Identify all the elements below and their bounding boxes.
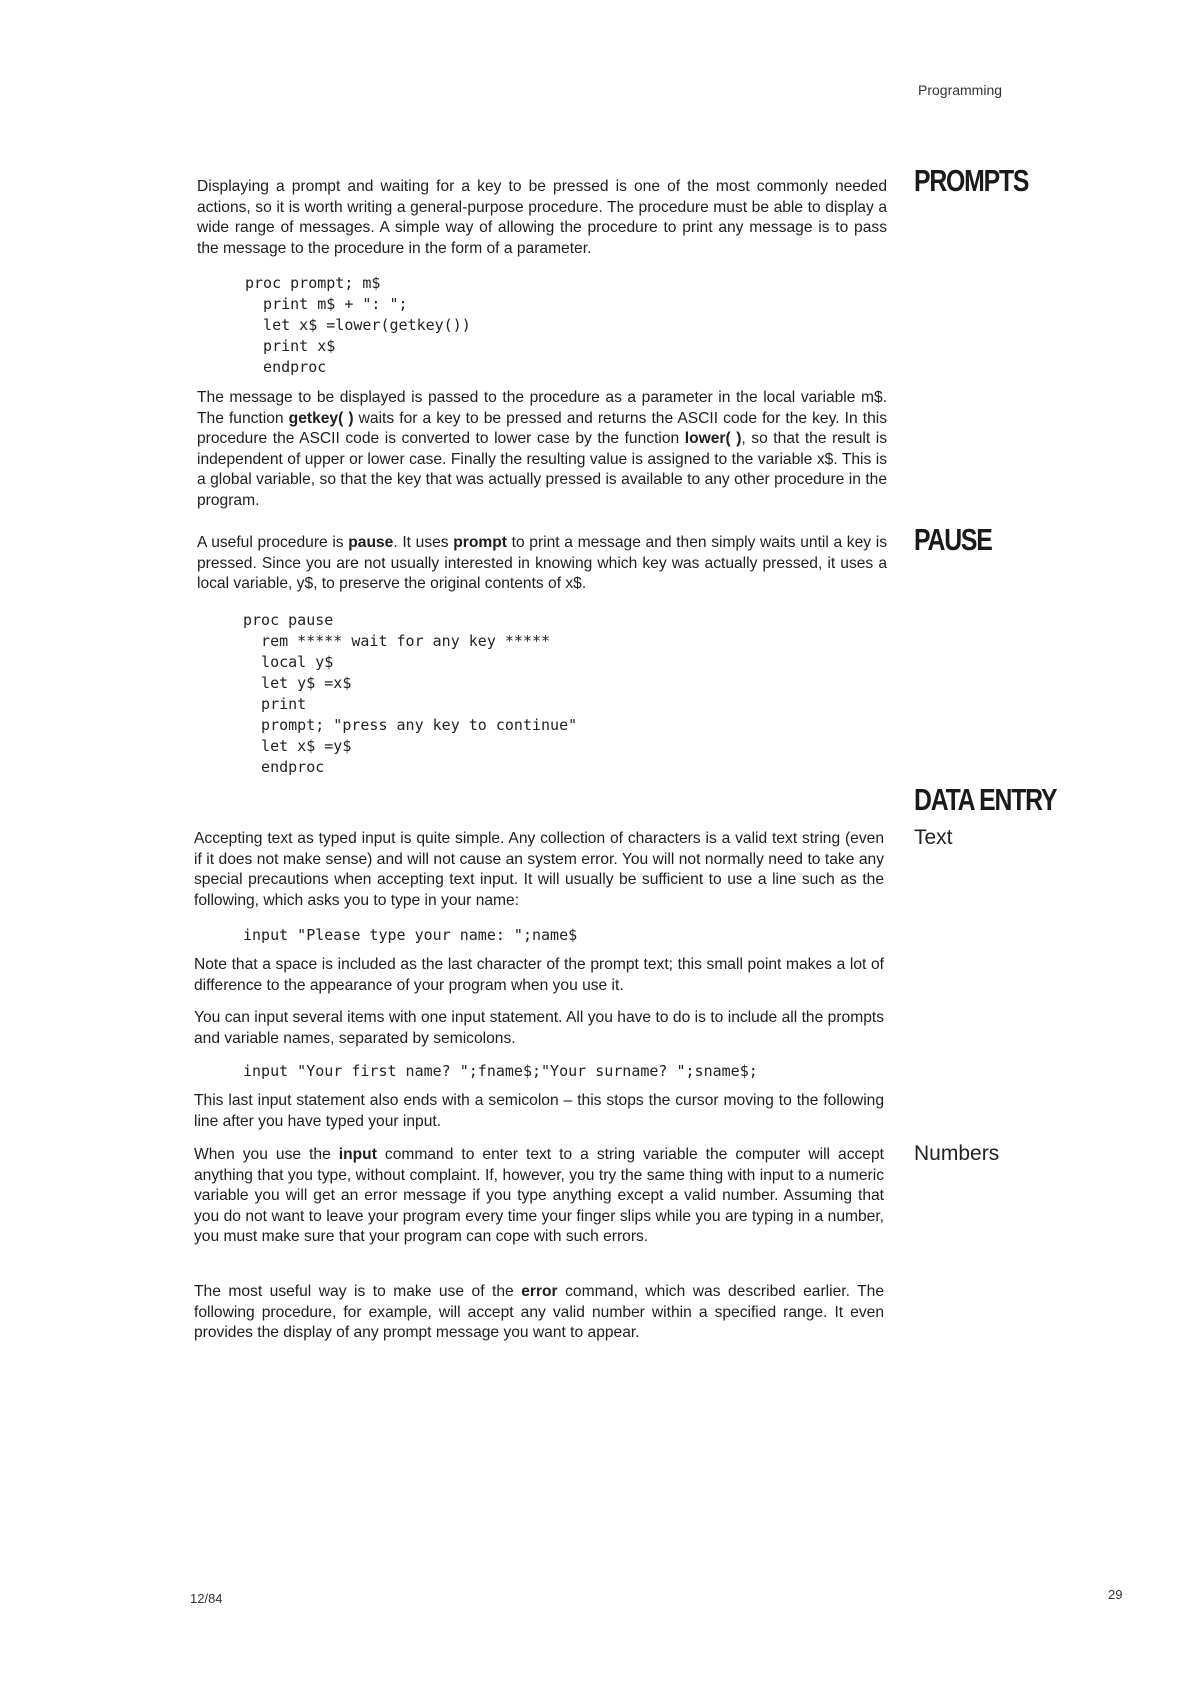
paragraph-error-command: The most useful way is to make use of the error command, which was described earlier. The following procedure, for example, will accept any valid number within a specified range. It even provides the display of any prompt message you want to appear. [194, 1283, 884, 1342]
paragraph-text-input: Accepting text as typed input is quite simple. Any collection of characters is a valid text string (even if it does not make sense) and will not cause an system error. You will not normally need to take any special precautions when accepting text input. It will usually be sufficient to use a line such as the following, which asks you to type in your name: [194, 830, 884, 909]
code-pause-procedure: proc pause rem ***** wait for any key ***** local y$ let y$ =x$ print prompt; "press any key to continue" let x$ =y$ endproc [243, 611, 578, 776]
footer-date: 12/84 [190, 1591, 223, 1606]
code-input-multiple: input "Your first name? ";fname$;"Your surname? ";sname$; [243, 1062, 758, 1080]
code-input-name: input "Please type your name: ";name$ [243, 926, 578, 944]
paragraph-prompts-intro: Displaying a prompt and waiting for a key to be pressed is one of the most commonly needed actions, so it is worth writing a general-purpose procedure. The procedure must be able to display a wide range of messages. A simple way of allowing the procedure to print any message is to pass the message to the procedure in the form of a parameter. [197, 178, 887, 257]
subheading-numbers: Numbers [914, 1142, 1000, 1165]
paragraph-pause-intro: A useful procedure is pause. It uses prompt to print a message and then simply waits until a key is pressed. Since you are not usually interested in knowing which key was actually pressed, it uses a local variable, y$, to preserve the original contents of x$. [197, 534, 887, 593]
paragraph-several-items: You can input several items with one input statement. All you have to do is to include all the prompts and variable names, separated by semicolons. [194, 1009, 884, 1047]
heading-pause: PAUSE [914, 522, 992, 557]
paragraph-space-note: Note that a space is included as the last character of the prompt text; this small point makes a lot of difference to the appearance of your program when you use it. [194, 956, 884, 994]
code-prompt-procedure: proc prompt; m$ print m$ + ": "; let x$ =lower(getkey()) print x$ endproc [245, 274, 471, 376]
paragraph-semicolon-note: This last input statement also ends with a semicolon – this stops the cursor moving to the following line after you have typed your input. [194, 1092, 884, 1130]
paragraph-prompt-explanation: The message to be displayed is passed to the procedure as a parameter in the local variable m$. The function getkey( ) waits for a key to be pressed and returns the ASCII code for the key. In this procedure the ASCII code is converted to lower case by the function lower( ), so that the result is independent of upper or lower case. Finally the resulting value is assigned to the variable x$. This is a global variable, so that the key that was actually pressed is available to any other procedure in the program. [197, 389, 888, 509]
heading-data-entry: DATA ENTRY [914, 782, 1057, 817]
heading-prompts: PROMPTS [914, 163, 1029, 198]
page-number: 29 [1108, 1587, 1123, 1602]
running-header: Programming [918, 82, 1003, 98]
subheading-text: Text [914, 826, 953, 849]
paragraph-numeric-input: When you use the input command to enter text to a string variable the computer will accept anything that you type, without complaint. If, however, you try the same thing with input to a numeric variable you will get an error message if you type anything except a valid number. Assuming that you do not want to leave your program every time your finger slips while you are typing in a number, you must make sure that your program can cope with such errors. [194, 1146, 884, 1246]
